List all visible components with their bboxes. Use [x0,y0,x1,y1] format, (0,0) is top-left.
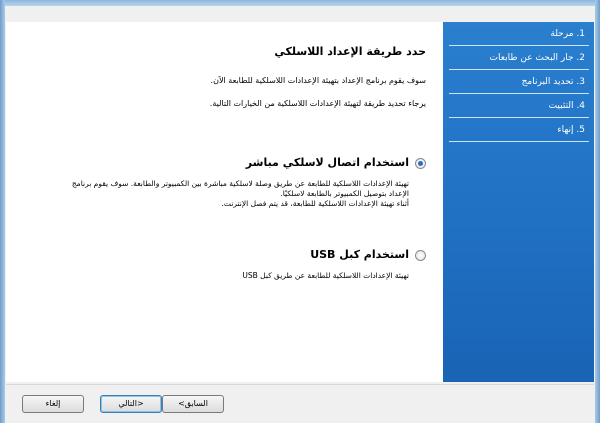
option-wireless-direct-desc-line: أثناء تهيئة الإعدادات اللاسلكية للطابعة، قد يتم فصل الإنترنت. [221,199,409,208]
step-item: 1. مرحلة [449,22,589,46]
intro-text: سوف يقوم برنامج الإعداد بتهيئة الإعدادات اللاسلكية للطابعة الآن. [210,76,426,85]
cancel-button[interactable]: إلغاء [22,395,84,413]
option-usb-cable-desc-line: تهيئة الإعدادات اللاسلكية للطابعة عن طريق كبل USB [242,271,409,280]
window-frame-left [0,0,5,423]
bottom-divider [6,384,594,385]
radio-wireless-direct[interactable] [415,158,426,169]
step-item: 5. إنهاء [449,118,589,142]
step-item: 4. التثبيت [449,94,589,118]
option-wireless-direct-desc-line: تهيئة الإعدادات اللاسلكية للطابعة عن طريق وصلة لاسلكية مباشرة بين الكمبيوتر والطابعة. سوف يقوم برنامج [71,179,409,188]
option-usb-cable-label[interactable]: استخدام كبل USB [310,248,409,261]
steps-sidebar [443,22,594,382]
instruction-text: يرجاء تحديد طريقة لتهيئة الإعدادات اللاسلكية من الخيارات التالية. [209,99,426,108]
step-item: 2. جار البحث عن طابعات [449,46,589,70]
option-wireless-direct-desc-line: الإعداد بتوصيل الكمبيوتر بالطابعة لاسلكيًا. [280,189,409,198]
step-item: 3. تحديد البرنامج [449,70,589,94]
radio-usb-cable[interactable] [415,250,426,261]
option-wireless-direct[interactable] [26,157,426,171]
window-frame-top [0,0,600,6]
option-usb-cable[interactable] [26,249,426,263]
back-button[interactable]: <السابق [162,395,224,413]
window-frame-right [595,0,600,423]
option-wireless-direct-label[interactable]: استخدام اتصال لاسلكي مباشر [245,156,409,169]
next-button[interactable]: التالي> [100,395,162,413]
page-title: حدد طريقة الإعداد اللاسلكي [274,45,426,58]
content-panel [6,22,443,382]
